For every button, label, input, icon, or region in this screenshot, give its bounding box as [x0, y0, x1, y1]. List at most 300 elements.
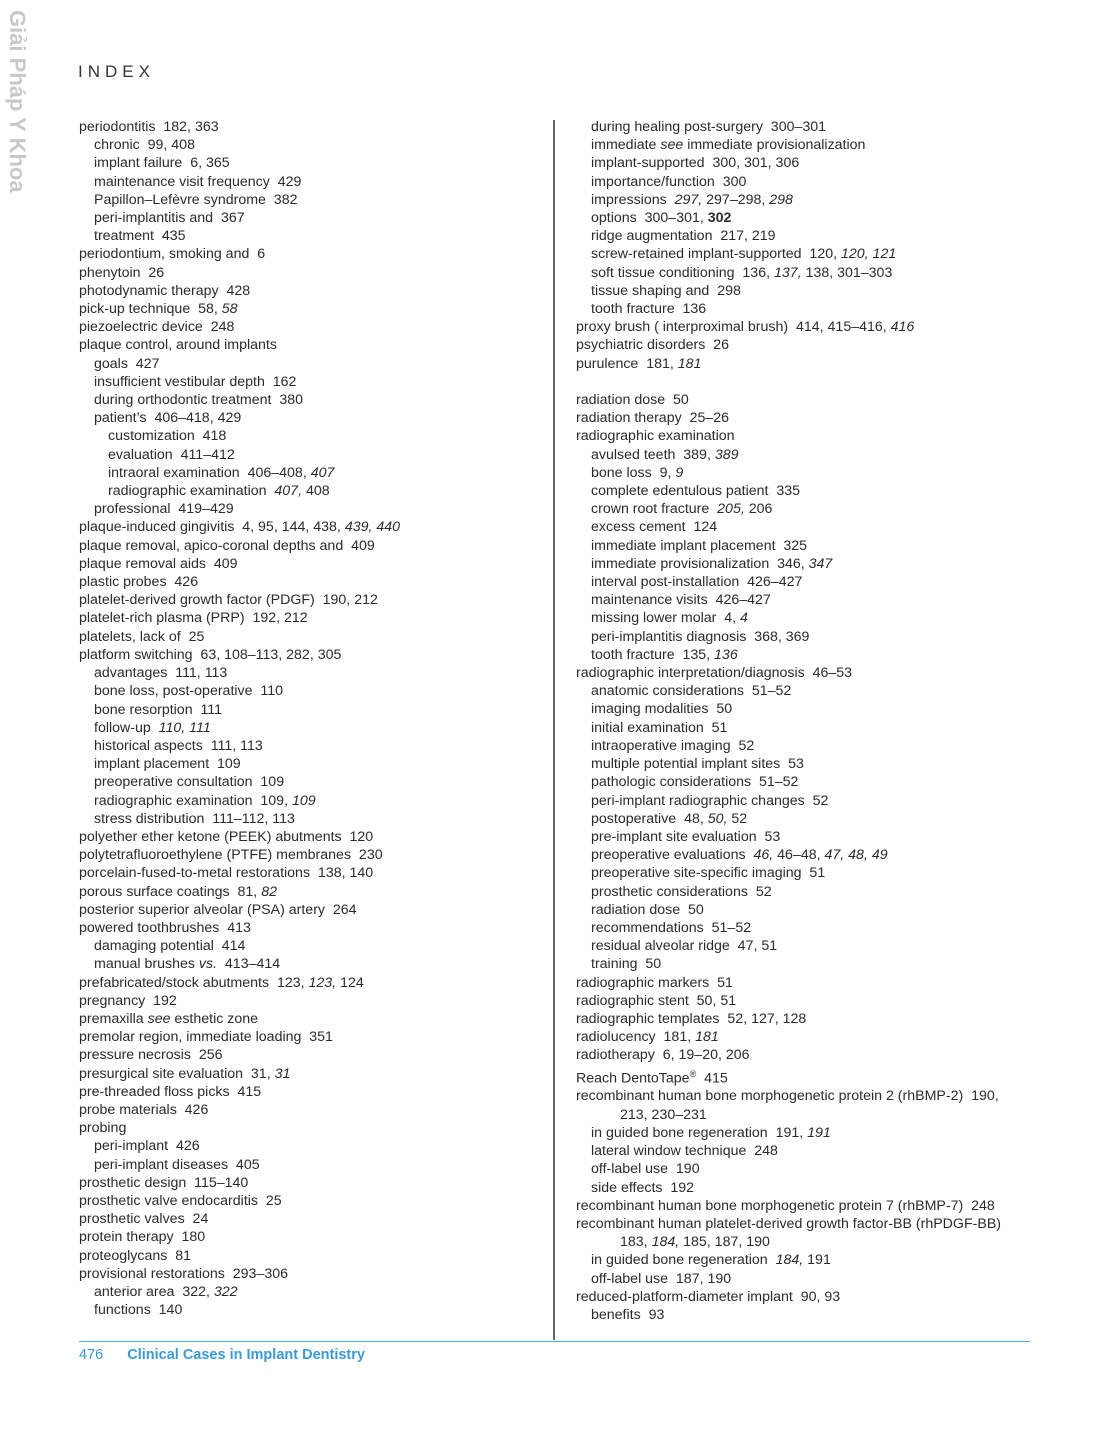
- index-subentry: [576, 883, 1026, 901]
- index-entry-text: pre-threaded floss picks 415: [79, 1083, 262, 1100]
- index-entry-text: phenytoin 26: [79, 264, 165, 281]
- index-entry-text: stress distribution 111–112, 113: [94, 810, 295, 827]
- index-entry: [79, 1010, 549, 1028]
- index-entry-text: radiotherapy 6, 19–20, 206: [576, 1047, 750, 1064]
- index-entry-text: peri-implant 426: [94, 1138, 200, 1155]
- index-entry: [79, 318, 549, 336]
- index-entry-text: plaque control, around implants: [79, 337, 277, 354]
- index-entry: [79, 264, 549, 282]
- index-entry-text: prosthetic design 115–140: [79, 1174, 249, 1191]
- index-entry-text: maintenance visits 426–427: [591, 592, 771, 609]
- index-entry: [576, 336, 1026, 354]
- index-entry-text: 181: [695, 1029, 719, 1046]
- index-column-right: [576, 118, 1026, 1324]
- index-entry-text: 297–298,: [702, 191, 770, 208]
- index-entry-text: impressions: [591, 191, 675, 208]
- index-entry-text: presurgical site evaluation 31,: [79, 1065, 275, 1082]
- index-entry: [576, 318, 1026, 336]
- index-subentry: [576, 901, 1026, 919]
- index-entry-text: 181: [677, 355, 702, 372]
- index-subentry: [79, 409, 549, 427]
- index-subentry: [576, 773, 1026, 791]
- index-entry-text: tooth fracture 135,: [591, 646, 715, 663]
- index-entry: [79, 1065, 549, 1083]
- index-entry-text: 138, 301–303: [801, 264, 893, 281]
- index-subentry: [576, 682, 1026, 700]
- index-entry: [79, 1101, 549, 1119]
- index-entry-text: platelets, lack of 25: [79, 628, 205, 645]
- index-entry-text: professional 419–429: [94, 501, 234, 518]
- index-entry-text: probe materials 426: [79, 1101, 209, 1118]
- index-subentry: [576, 1124, 1026, 1142]
- index-subentry: [576, 1306, 1026, 1324]
- index-entry: [79, 1083, 549, 1101]
- index-entry-text: recombinant human platelet-derived growth factor-BB (rhPDGF-BB) 183,: [576, 1215, 1009, 1251]
- index-entry: [79, 555, 549, 573]
- index-subentry: [576, 245, 1026, 263]
- book-title: Clinical Cases in Implant Dentistry: [127, 1347, 365, 1363]
- index-entry: [79, 300, 549, 318]
- index-entry-text: treatment 435: [94, 228, 186, 245]
- index-entry: [79, 992, 549, 1010]
- index-subentry: [576, 1160, 1026, 1178]
- index-entry-text: intraoperative imaging 52: [591, 737, 755, 754]
- index-subentry: [576, 755, 1026, 773]
- index-entry-text: ®: [689, 1068, 697, 1079]
- index-entry-text: 415: [696, 1070, 728, 1087]
- index-gap: [576, 373, 1026, 391]
- index-subentry: [576, 482, 1026, 500]
- index-entry-text: platelet-derived growth factor (PDGF) 190, 212: [79, 592, 378, 609]
- index-subentry: [576, 264, 1026, 282]
- index-entry: [576, 427, 1026, 445]
- index-entry: [79, 609, 549, 627]
- index-entry-text: complete edentulous patient 335: [591, 483, 801, 500]
- index-entry-text: follow-up: [94, 719, 159, 736]
- index-entry-text: proxy brush ( interproximal brush) 414, 415–416,: [576, 319, 891, 336]
- index-subentry: [576, 446, 1026, 464]
- index-entry-text: plaque removal, apico-coronal depths and 409: [79, 537, 375, 554]
- index-entry-text: porcelain-fused-to-metal restorations 138, 140: [79, 865, 374, 882]
- index-subentry: [79, 1137, 549, 1155]
- index-subentry: [79, 955, 549, 973]
- index-entry-text: radiographic examination: [576, 428, 735, 445]
- index-subentry: [79, 427, 549, 445]
- index-subentry: [79, 136, 549, 154]
- index-subentry: [576, 136, 1026, 154]
- index-entry: [79, 846, 549, 864]
- index-entry-text: plaque removal aids 409: [79, 555, 238, 572]
- index-subentry: [79, 154, 549, 172]
- index-subentry: [79, 701, 549, 719]
- index-subentry: [79, 664, 549, 682]
- index-entry: [79, 628, 549, 646]
- index-entry: [576, 1197, 1026, 1215]
- index-entry-text: radiographic markers 51: [576, 974, 733, 991]
- index-entry: [79, 646, 549, 664]
- index-entry-text: periodontitis 182, 363: [79, 119, 219, 135]
- index-entry-text: 47, 48, 49: [824, 847, 888, 864]
- index-entry-text: 298: [769, 191, 793, 208]
- index-entry-text: Reach DentoTape: [576, 1070, 690, 1087]
- index-entry: [79, 1192, 549, 1210]
- index-entry-text: psychiatric disorders 26: [576, 337, 729, 354]
- index-entry: [79, 828, 549, 846]
- index-entry-text: 389: [714, 446, 739, 463]
- index-subentry: [576, 227, 1026, 245]
- index-entry-text: premaxilla: [79, 1010, 148, 1027]
- index-entry-text: training 50: [591, 956, 662, 973]
- index-entry-text: 206: [744, 501, 773, 518]
- index-entry-text: 9: [675, 464, 684, 481]
- index-entry: [576, 355, 1026, 373]
- index-entry: [79, 1265, 549, 1283]
- index-entry-text: purulence 181,: [576, 355, 678, 372]
- index-entry: [576, 664, 1026, 682]
- index-entry-text: evaluation 411–412: [108, 446, 235, 463]
- index-entry-text: plaque-induced gingivitis 4, 95, 144, 438,: [79, 519, 345, 536]
- index-subentry: [576, 1179, 1026, 1197]
- index-entry-text: tooth fracture 136: [591, 301, 707, 318]
- index-entry-text: intraoral examination 406–408,: [108, 464, 311, 481]
- index-entry-text: radiation therapy 25–26: [576, 410, 730, 427]
- index-entry: [79, 537, 549, 555]
- index-entry-text: protein therapy 180: [79, 1229, 206, 1246]
- index-subentry: [576, 628, 1026, 646]
- index-entry-text: during healing post-surgery 300–301: [591, 119, 827, 135]
- index-entry-text: in guided bone regeneration: [591, 1252, 776, 1269]
- index-entry-text: immediate: [591, 137, 661, 154]
- index-entry-text: pick-up technique 58,: [79, 301, 222, 318]
- index-entry-text: 439, 440: [344, 519, 401, 536]
- index-entry-text: 31: [274, 1065, 291, 1082]
- index-entry-text: porous surface coatings 81,: [79, 883, 262, 900]
- index-entry-text: 185, 187, 190: [679, 1234, 770, 1251]
- index-subentry: [576, 518, 1026, 536]
- index-entry-text: anterior area 322,: [94, 1284, 214, 1300]
- index-entry-text: 50,: [707, 810, 728, 827]
- index-entry-text: 407: [310, 464, 335, 481]
- index-entry-text: postoperative 48,: [591, 810, 708, 827]
- index-subentry: [79, 373, 549, 391]
- index-entry-text: insufficient vestibular depth 162: [94, 373, 297, 390]
- index-subentry: [79, 191, 549, 209]
- index-entry: [79, 573, 549, 591]
- index-subentry: [576, 154, 1026, 172]
- index-entry-text: radiation dose 50: [576, 392, 689, 409]
- index-entry-text: 297,: [674, 191, 703, 208]
- index-entry-text: probing: [79, 1120, 127, 1137]
- index-entry-text: radiographic examination: [108, 483, 275, 500]
- index-entry-text: ridge augmentation 217, 219: [591, 228, 776, 245]
- index-entry-text: radiographic interpretation/diagnosis 46–53: [576, 665, 853, 682]
- index-entry-text: benefits 93: [591, 1306, 665, 1323]
- index-entry-text: 4: [740, 610, 748, 627]
- index-entry-text: plastic probes 426: [79, 574, 199, 591]
- index-entry-text: reduced-platform-diameter implant 90, 93: [576, 1288, 841, 1305]
- index-entry-text: radiographic templates 52, 127, 128: [576, 1010, 807, 1027]
- index-entry: [79, 1119, 549, 1137]
- index-entry-text: 110, 111: [158, 719, 211, 736]
- index-entry-text: Papillon–Lefèvre syndrome 382: [94, 191, 298, 208]
- index-subentry: [79, 755, 549, 773]
- index-entry-text: residual alveolar ridge 47, 51: [591, 938, 778, 955]
- index-subentry: [576, 937, 1026, 955]
- index-entry-text: 123,: [308, 974, 337, 991]
- index-entry-text: 347: [808, 555, 833, 572]
- page-footer: [79, 1347, 365, 1363]
- index-entry-text: preoperative site-specific imaging 51: [591, 865, 826, 882]
- index-subentry: [576, 646, 1026, 664]
- index-entry-text: crown root fracture: [591, 501, 718, 518]
- index-entry-text: 191: [807, 1124, 831, 1141]
- index-entry-text: customization 418: [108, 428, 227, 445]
- index-entry-text: 46,: [753, 847, 774, 864]
- index-entry-text: prefabricated/stock abutments 123,: [79, 974, 309, 991]
- index-entry-text: powered toothbrushes 413: [79, 919, 251, 936]
- index-entry-text: 416: [890, 319, 915, 336]
- index-subentry: [576, 810, 1026, 828]
- index-entry: [576, 1087, 1026, 1123]
- index-subentry: [79, 227, 549, 245]
- index-entry: [79, 118, 549, 136]
- index-entry-text: radiolucency 181,: [576, 1029, 696, 1046]
- index-entry: [79, 282, 549, 300]
- page-number: 476: [79, 1347, 104, 1363]
- index-entry-text: premolar region, immediate loading 351: [79, 1029, 333, 1046]
- index-entry-text: prosthetic valve endocarditis 25: [79, 1192, 282, 1209]
- index-entry: [79, 518, 549, 536]
- index-subentry: [576, 609, 1026, 627]
- index-entry-text: see: [660, 137, 684, 154]
- index-entry-text: patient’s 406–418, 429: [94, 410, 242, 427]
- index-subentry: [576, 537, 1026, 555]
- index-entry-text: tissue shaping and 298: [591, 282, 741, 299]
- index-subentry: [576, 300, 1026, 318]
- index-entry: [79, 336, 549, 354]
- index-subentry: [79, 810, 549, 828]
- index-subentry: [576, 1251, 1026, 1269]
- index-subentry: [79, 391, 549, 409]
- index-entry: [79, 864, 549, 882]
- index-entry-text: chronic 99, 408: [94, 137, 195, 154]
- index-entry-text: 136: [714, 646, 738, 663]
- index-subentry: [576, 864, 1026, 882]
- index-entry-text: goals 427: [94, 355, 160, 372]
- index-entry-text: soft tissue conditioning 136,: [591, 264, 774, 281]
- index-entry-text: pressure necrosis 256: [79, 1047, 223, 1064]
- index-subentry: [576, 792, 1026, 810]
- index-entry-text: 120, 121: [841, 246, 897, 263]
- index-entry: [79, 1028, 549, 1046]
- index-entry-text: provisional restorations 293–306: [79, 1265, 289, 1282]
- index-subentry: [576, 828, 1026, 846]
- index-entry-text: immediate provisionalization: [683, 137, 866, 154]
- index-subentry: [79, 355, 549, 373]
- index-entry-text: importance/function 300: [591, 173, 747, 190]
- index-entry-text: historical aspects 111, 113: [94, 737, 263, 754]
- index-entry: [576, 992, 1026, 1010]
- index-entry-text: functions 140: [94, 1302, 183, 1319]
- index-entry-text: 46–48,: [773, 847, 825, 864]
- index-entry-text: implant failure 6, 365: [94, 155, 230, 172]
- index-entry-text: 191: [803, 1252, 831, 1269]
- index-entry-text: anatomic considerations 51–52: [591, 683, 792, 700]
- index-entry-text: 58: [221, 301, 238, 318]
- index-entry: [79, 591, 549, 609]
- watermark: [2, 6, 34, 196]
- index-entry: [79, 1046, 549, 1064]
- index-entry: [79, 901, 549, 919]
- index-entry-text: side effects 192: [591, 1179, 695, 1196]
- index-entry-text: off-label use 187, 190: [591, 1270, 732, 1287]
- index-entry: [576, 974, 1026, 992]
- index-entry-text: recombinant human bone morphogenetic protein 2 (rhBMP-2) 190, 213, 230–231: [576, 1088, 1003, 1123]
- index-subentry: [79, 937, 549, 955]
- index-entry-text: platform switching 63, 108–113, 282, 305: [79, 646, 342, 663]
- index-entry: [576, 1215, 1026, 1251]
- index-subentry: [79, 446, 549, 464]
- index-entry-text: pre-implant site evaluation 53: [591, 828, 781, 845]
- index-entry: [79, 245, 549, 263]
- index-entry-text: 52: [727, 810, 748, 827]
- index-subentry: [576, 1270, 1026, 1288]
- index-subentry: [79, 792, 549, 810]
- index-entry: [576, 409, 1026, 427]
- index-entry-text: preoperative consultation 109: [94, 774, 285, 791]
- index-entry-text: implant placement 109: [94, 756, 241, 773]
- index-entry-text: initial examination 51: [591, 719, 728, 736]
- index-subentry: [79, 209, 549, 227]
- page-header: INDEX: [78, 62, 155, 81]
- index-entry-text: 413–414: [217, 956, 281, 973]
- index-entry-text: piezoelectric device 248: [79, 319, 235, 336]
- index-entry-text: advantages 111, 113: [94, 665, 228, 682]
- index-subentry: [576, 282, 1026, 300]
- index-entry-text: radiographic examination 109,: [94, 792, 292, 809]
- index-entry-text: off-label use 190: [591, 1161, 700, 1178]
- index-subentry: [79, 1156, 549, 1174]
- footer-rule: [79, 1341, 1030, 1342]
- index-entry: [79, 1247, 549, 1265]
- index-entry-text: peri-implantitis and 367: [94, 210, 245, 227]
- index-entry-text: 109: [291, 792, 316, 809]
- index-entry-text: excess cement 124: [591, 519, 718, 536]
- index-entry-text: during orthodontic treatment 380: [94, 392, 304, 409]
- index-entry-text: 184,: [651, 1234, 680, 1251]
- index-subentry: [79, 1301, 549, 1319]
- index-entry-text: manual brushes: [94, 956, 199, 973]
- index-entry-text: bone loss 9,: [591, 464, 676, 481]
- index-entry-text: 302: [707, 210, 732, 227]
- index-subentry: [576, 573, 1026, 591]
- index-entry-text: radiographic stent 50, 51: [576, 992, 737, 1009]
- index-entry-text: damaging potential 414: [94, 938, 246, 955]
- index-subentry: [79, 464, 549, 482]
- index-entry-text: esthetic zone: [170, 1010, 259, 1027]
- index-subentry: [576, 1142, 1026, 1160]
- index-subentry: [576, 591, 1026, 609]
- index-subentry: [79, 500, 549, 518]
- index-entry-text: immediate provisionalization 346,: [591, 555, 809, 572]
- index-entry-text: pathologic considerations 51–52: [591, 774, 799, 791]
- index-entry-text: peri-implant diseases 405: [94, 1156, 260, 1173]
- index-entry: [79, 1210, 549, 1228]
- index-entry-text: prosthetic valves 24: [79, 1211, 209, 1228]
- index-column-left: [79, 118, 549, 1319]
- index-entry-text: 408: [302, 483, 330, 500]
- index-entry-text: in guided bone regeneration 191,: [591, 1124, 808, 1141]
- index-subentry: [576, 955, 1026, 973]
- index-entry: [576, 1046, 1026, 1064]
- index-entry-text: immediate implant placement 325: [591, 537, 808, 554]
- index-entry-text: preoperative evaluations: [591, 847, 754, 864]
- index-subentry: [576, 173, 1026, 191]
- index-entry-text: pregnancy 192: [79, 992, 177, 1009]
- index-entry: [79, 1228, 549, 1246]
- index-subentry: [576, 737, 1026, 755]
- index-subentry: [576, 719, 1026, 737]
- index-entry-text: peri-implantitis diagnosis 368, 369: [591, 628, 810, 645]
- index-entry-text: bone loss, post-operative 110: [94, 683, 284, 700]
- index-entry-text: imaging modalities 50: [591, 701, 733, 718]
- index-subentry: [576, 118, 1026, 136]
- index-entry-text: missing lower molar 4,: [591, 610, 741, 627]
- index-entry-text: screw-retained implant-supported 120,: [591, 246, 841, 263]
- index-subentry: [576, 191, 1026, 209]
- index-entry-text: peri-implant radiographic changes 52: [591, 792, 829, 809]
- index-entry-text: avulsed teeth 389,: [591, 446, 715, 463]
- index-entry-text: see: [147, 1010, 171, 1027]
- index-subentry: [576, 500, 1026, 518]
- index-entry-text: bone resorption 111: [94, 701, 223, 718]
- index-entry-text: 82: [261, 883, 277, 900]
- index-entry-text: 184,: [775, 1252, 804, 1269]
- index-subentry: [79, 719, 549, 737]
- index-entry-text: polyether ether ketone (PEEK) abutments 120: [79, 828, 374, 845]
- index-subentry: [576, 464, 1026, 482]
- index-entry-text: prosthetic considerations 52: [591, 883, 772, 900]
- index-entry-text: multiple potential implant sites 53: [591, 756, 804, 773]
- index-entry-text: 322: [213, 1284, 238, 1300]
- index-subentry: [79, 773, 549, 791]
- index-subentry: [576, 846, 1026, 864]
- index-entry-text: lateral window technique 248: [591, 1143, 778, 1160]
- index-subentry: [576, 209, 1026, 227]
- index-entry-text: polytetrafluoroethylene (PTFE) membranes 230: [79, 847, 383, 864]
- index-entry-text: radiation dose 50: [591, 901, 704, 918]
- column-divider: [553, 120, 555, 1340]
- index-entry: [576, 1065, 1026, 1088]
- index-subentry: [79, 173, 549, 191]
- index-subentry: [576, 919, 1026, 937]
- index-subentry: [576, 555, 1026, 573]
- index-subentry: [576, 700, 1026, 718]
- index-entry: [79, 883, 549, 901]
- index-subentry: [79, 682, 549, 700]
- index-entry-text: 137,: [773, 264, 802, 281]
- index-entry: [576, 1028, 1026, 1046]
- index-entry: [79, 1174, 549, 1192]
- index-entry: [79, 919, 549, 937]
- index-entry: [79, 974, 549, 992]
- index-entry-text: interval post-installation 426–427: [591, 574, 803, 591]
- index-entry: [576, 1010, 1026, 1028]
- index-entry-text: maintenance visit frequency 429: [94, 173, 302, 190]
- index-subentry: [79, 737, 549, 755]
- index-entry-text: 124: [336, 974, 364, 991]
- index-entry-text: implant-supported 300, 301, 306: [591, 155, 800, 172]
